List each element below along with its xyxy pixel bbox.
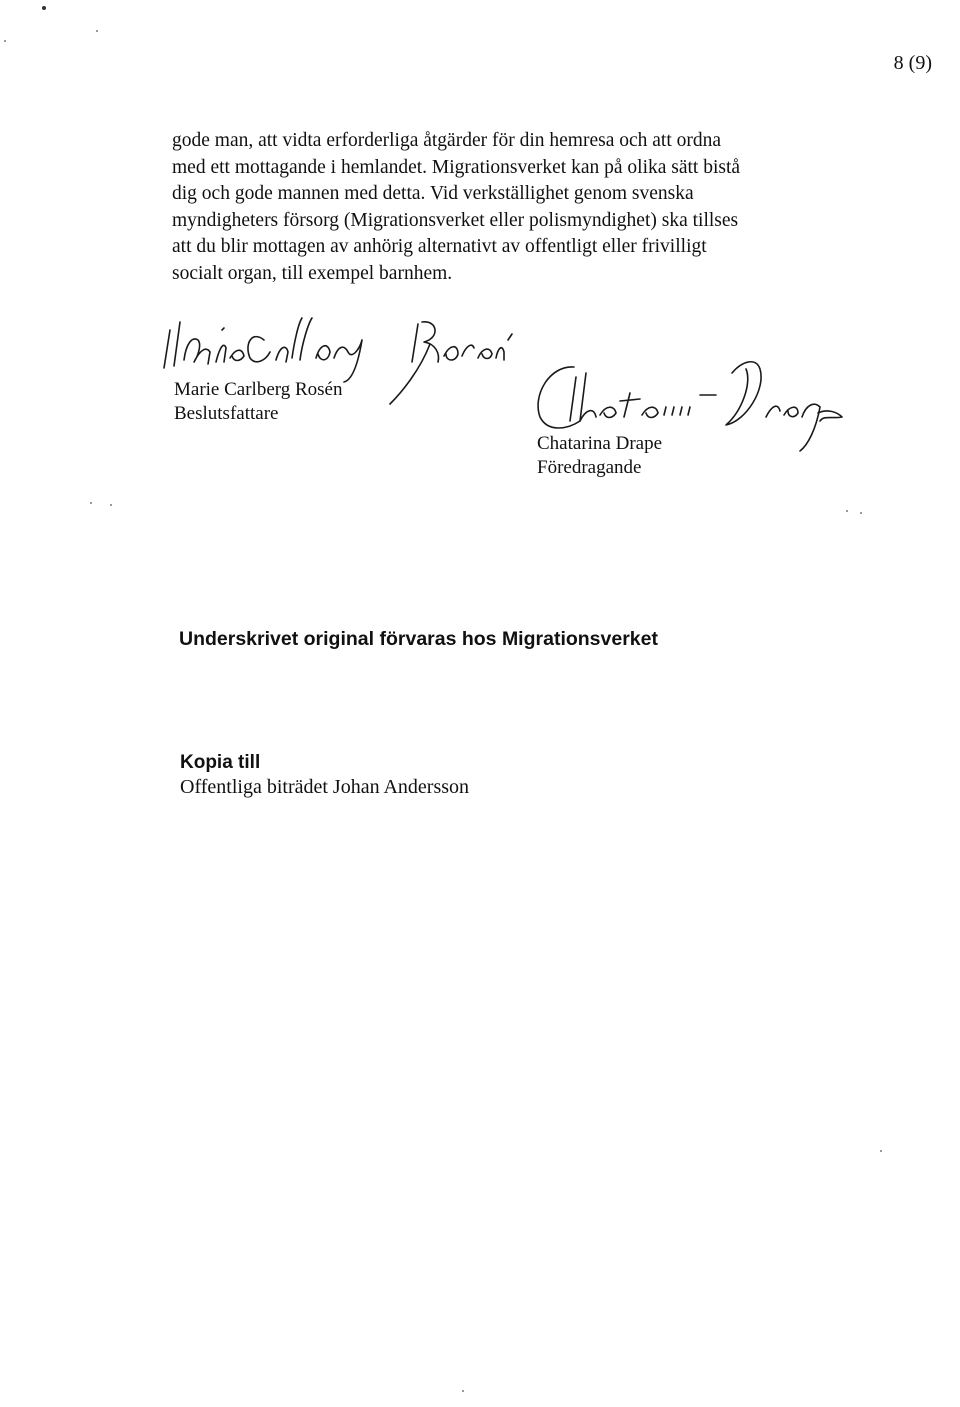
scan-speck xyxy=(846,510,848,512)
scan-speck xyxy=(42,6,46,10)
signatory-right-role: Föredragande xyxy=(537,457,642,478)
copy-recipient: Offentliga biträdet Johan Andersson xyxy=(180,776,470,798)
body-line: att du blir mottagen av anhörig alternativt av offentligt eller frivilligt xyxy=(172,236,707,257)
scan-speck xyxy=(90,502,92,504)
scan-speck xyxy=(880,1150,882,1152)
body-line: med ett mottagande i hemlandet. Migrationsverket kan på olika sätt bistå xyxy=(172,156,741,178)
signatory-right xyxy=(537,432,662,480)
copy-heading: Kopia till xyxy=(180,752,261,773)
signatory-left-name: Marie Carlberg Rosén xyxy=(174,379,343,400)
page-number: 8 (9) xyxy=(893,52,932,74)
body-line: gode man, att vidta erforderliga åtgärder för din hemresa och att ordna xyxy=(172,130,722,151)
signatory-left-role: Beslutsfattare xyxy=(174,403,279,424)
body-line: socialt organ, till exempel barnhem. xyxy=(172,262,453,284)
body-line: myndigheters försorg (Migrationsverket eller polismyndighet) ska tillses xyxy=(172,209,739,231)
original-storage-notice: Underskrivet original förvaras hos Migrationsverket xyxy=(179,628,658,650)
body-paragraph xyxy=(172,128,832,287)
scan-speck xyxy=(110,504,112,506)
signatory-right-name: Chatarina Drape xyxy=(537,433,663,454)
scan-speck xyxy=(4,40,6,42)
signatory-left xyxy=(174,378,343,426)
copy-to-section xyxy=(180,751,469,799)
scan-speck xyxy=(860,512,862,514)
scan-speck xyxy=(96,30,98,32)
scan-speck xyxy=(462,1390,464,1392)
body-line: dig och gode mannen med detta. Vid verkställighet genom svenska xyxy=(172,183,694,204)
